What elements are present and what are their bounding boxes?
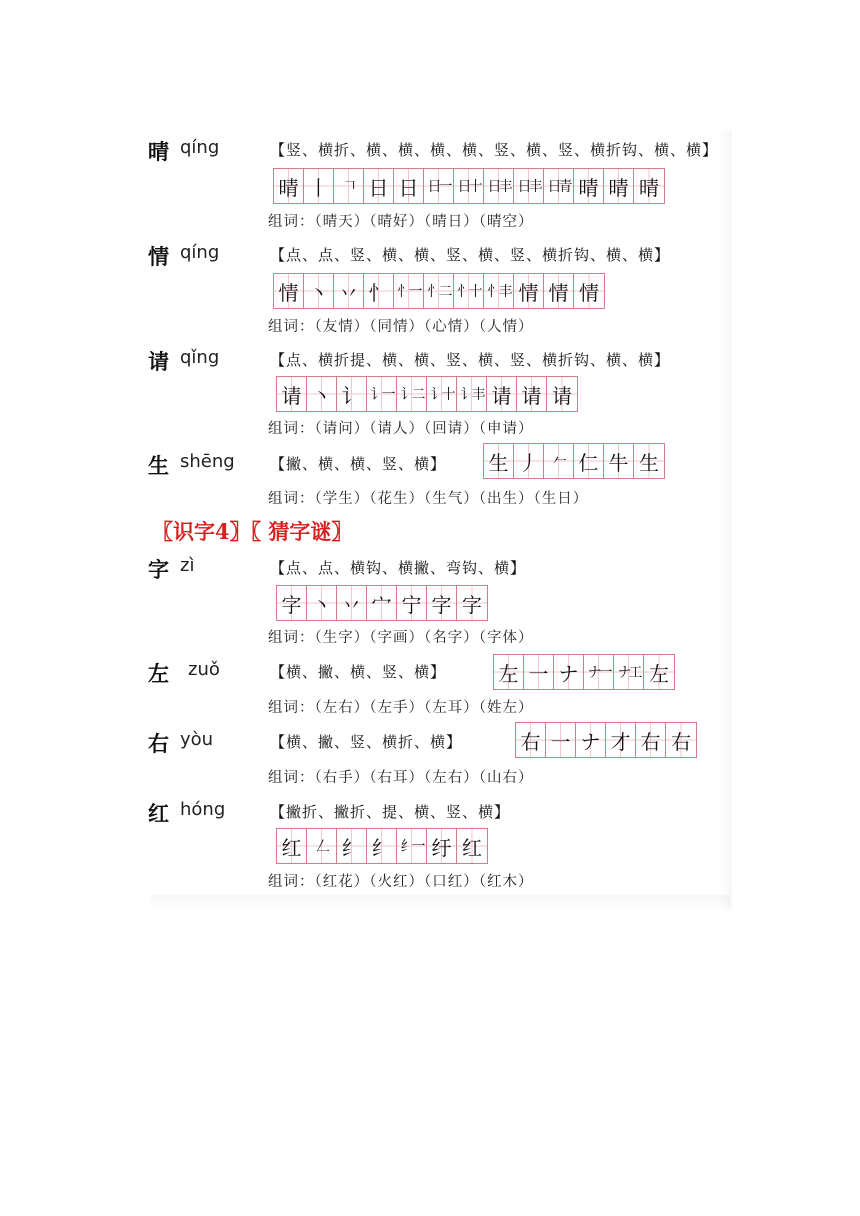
stroke-order-text: 【横、撇、竖、横折、横】	[270, 733, 463, 751]
page-bottom-shadow	[150, 895, 730, 909]
stroke-step-cell	[307, 829, 337, 863]
stroke-step-glyph: 字	[462, 592, 482, 617]
stroke-step-cell	[544, 444, 574, 478]
stroke-step-glyph: ナ工	[617, 665, 640, 681]
stroke-step-glyph: 右	[640, 729, 661, 754]
stroke-step-glyph: 丷	[338, 280, 359, 305]
entry-pinyin: qǐng	[180, 347, 220, 368]
stroke-step-cell	[424, 274, 454, 308]
stroke-step-cell	[544, 169, 574, 203]
stroke-step-glyph: 丨	[308, 175, 329, 200]
entry-character: 生	[148, 453, 169, 478]
entry-character: 右	[148, 731, 169, 756]
stroke-step-cell	[516, 723, 546, 757]
stroke-step-glyph: 丶	[311, 592, 332, 617]
stroke-step-cell	[514, 444, 544, 478]
stroke-step-cell	[484, 169, 514, 203]
entry-character: 请	[148, 349, 169, 374]
entry-character: 情	[148, 244, 169, 269]
stroke-step-glyph: 生	[488, 450, 509, 475]
stroke-step-glyph: 情	[548, 280, 569, 305]
stroke-order-text: 【竖、横折、横、横、横、横、竖、横、竖、横折钩、横、横】	[270, 141, 719, 159]
stroke-step-cell	[494, 655, 524, 689]
stroke-step-glyph: 牛	[608, 450, 629, 475]
section-title: 〖识字4〗〖 猜字谜〗	[152, 519, 353, 544]
stroke-step-glyph: 字	[431, 592, 452, 617]
stroke-step-cell	[487, 377, 517, 411]
stroke-step-glyph: 忄一	[397, 284, 420, 300]
stroke-order-text: 【撇、横、横、竖、横】	[270, 455, 447, 473]
stroke-order-text: 【点、点、横钩、横撇、弯钩、横】	[270, 559, 527, 577]
word-examples: 组词：（生字）（字画）（名字）（字体）	[268, 630, 534, 646]
stroke-step-glyph: 宁	[401, 592, 422, 617]
stroke-step-cell	[274, 274, 304, 308]
word-examples: 组词：（左右）（左手）（左耳）（姓左）	[268, 700, 534, 716]
word-examples: 组词：（学生）（花生）（生气）（出生）（生日）	[268, 491, 589, 507]
stroke-step-glyph: 纟	[371, 835, 392, 860]
stroke-step-cell	[634, 444, 664, 478]
stroke-step-cell	[547, 377, 577, 411]
stroke-step-glyph: 忄十	[457, 284, 480, 300]
stroke-step-cell	[604, 444, 634, 478]
stroke-step-glyph: 𠂉	[553, 454, 564, 470]
stroke-step-glyph: 情	[579, 280, 599, 305]
stroke-step-cell	[454, 169, 484, 203]
stroke-step-cell	[517, 377, 547, 411]
stroke-step-glyph: 忄二	[427, 284, 450, 300]
stroke-step-glyph: 纟	[341, 835, 362, 860]
stroke-step-cell	[514, 274, 544, 308]
stroke-step-cell	[427, 377, 457, 411]
stroke-step-glyph: ナ	[558, 661, 579, 686]
stroke-order-text: 【点、横折提、横、横、竖、横、竖、横折钩、横、横】	[270, 351, 671, 369]
stroke-step-glyph: 日十	[457, 179, 480, 195]
stroke-step-glyph: 日	[368, 175, 389, 200]
stroke-step-cell	[304, 274, 334, 308]
stroke-step-glyph: 晴	[578, 175, 599, 200]
stroke-grid	[493, 654, 675, 690]
stroke-step-glyph: 右	[671, 729, 691, 754]
stroke-step-cell	[397, 586, 427, 620]
stroke-step-glyph: 𠃋	[316, 839, 327, 855]
stroke-step-cell	[457, 586, 487, 620]
stroke-step-cell	[277, 829, 307, 863]
stroke-step-cell	[364, 169, 394, 203]
stroke-step-cell	[394, 274, 424, 308]
page-edge-shadow	[718, 130, 732, 910]
stroke-step-glyph: 红	[462, 835, 482, 860]
stroke-step-cell	[397, 829, 427, 863]
stroke-step-cell	[307, 377, 337, 411]
stroke-step-glyph: 丶	[308, 280, 329, 305]
stroke-order-text: 【横、撇、横、竖、横】	[270, 663, 447, 681]
stroke-step-cell	[307, 586, 337, 620]
word-examples: 组词：（右手）（右耳）（左右）（山右）	[268, 770, 534, 786]
stroke-step-cell	[636, 723, 666, 757]
stroke-step-glyph: 纡	[431, 835, 452, 860]
stroke-step-glyph: 忄	[368, 280, 389, 305]
stroke-step-cell	[484, 274, 514, 308]
word-examples: 组词：（晴天）（晴好）（晴日）（晴空）	[268, 214, 534, 230]
stroke-step-cell	[606, 723, 636, 757]
stroke-step-glyph: 日	[398, 175, 419, 200]
stroke-step-glyph: 纟一	[400, 839, 423, 855]
entry-character: 红	[148, 801, 169, 826]
stroke-grid	[483, 443, 665, 479]
stroke-step-glyph: 请	[552, 383, 572, 408]
stroke-step-cell	[454, 274, 484, 308]
stroke-step-glyph: 讠一	[370, 387, 393, 403]
stroke-step-glyph: 丿	[518, 450, 539, 475]
stroke-step-cell	[614, 655, 644, 689]
stroke-step-cell	[644, 655, 674, 689]
stroke-step-glyph: 左	[649, 661, 669, 686]
stroke-step-glyph: 日丰	[487, 179, 510, 195]
stroke-grid	[276, 828, 488, 864]
stroke-step-cell	[546, 723, 576, 757]
stroke-step-glyph: 丶	[311, 383, 332, 408]
stroke-step-cell	[277, 586, 307, 620]
stroke-step-glyph: 日一	[427, 179, 450, 195]
stroke-step-cell	[584, 655, 614, 689]
stroke-step-glyph: 讠	[341, 383, 362, 408]
stroke-step-glyph: 请	[521, 383, 542, 408]
stroke-step-cell	[574, 444, 604, 478]
stroke-step-cell	[544, 274, 574, 308]
stroke-step-cell	[574, 274, 604, 308]
stroke-step-cell	[457, 377, 487, 411]
stroke-step-glyph: 日青	[547, 179, 570, 195]
stroke-step-cell	[576, 723, 606, 757]
stroke-step-cell	[604, 169, 634, 203]
stroke-step-cell	[394, 169, 424, 203]
stroke-step-cell	[484, 444, 514, 478]
stroke-step-glyph: ナ一	[587, 665, 610, 681]
stroke-step-cell	[367, 829, 397, 863]
entry-character: 字	[148, 557, 169, 582]
entry-pinyin: shēng	[180, 451, 235, 472]
stroke-step-glyph: 日丰	[517, 179, 540, 195]
stroke-grid	[515, 722, 697, 758]
stroke-step-cell	[524, 655, 554, 689]
stroke-step-glyph: 一	[550, 729, 571, 754]
stroke-order-text: 【点、点、竖、横、横、竖、横、竖、横折钩、横、横】	[270, 246, 671, 264]
stroke-step-cell	[277, 377, 307, 411]
stroke-step-glyph: 讠十	[430, 387, 453, 403]
stroke-step-glyph: 仁	[578, 450, 599, 475]
stroke-step-glyph: 请	[281, 383, 302, 408]
stroke-step-cell	[424, 169, 454, 203]
stroke-step-cell	[457, 829, 487, 863]
stroke-step-glyph: 宀	[371, 592, 392, 617]
stroke-step-glyph: 讠二	[400, 387, 423, 403]
stroke-step-glyph: 请	[491, 383, 512, 408]
stroke-step-cell	[666, 723, 696, 757]
stroke-step-cell	[427, 586, 457, 620]
stroke-grid	[276, 585, 488, 621]
stroke-step-cell	[364, 274, 394, 308]
stroke-grid	[276, 376, 578, 412]
entry-pinyin: yòu	[180, 729, 214, 750]
stroke-step-cell	[514, 169, 544, 203]
stroke-step-glyph: 𠃍	[343, 179, 354, 195]
stroke-step-cell	[334, 274, 364, 308]
stroke-order-text: 【撇折、撇折、提、横、竖、横】	[270, 803, 511, 821]
stroke-grid	[273, 273, 605, 309]
entry-pinyin: zuǒ	[188, 659, 220, 680]
stroke-step-glyph: 字	[281, 592, 302, 617]
stroke-step-glyph: 忄丰	[487, 284, 510, 300]
stroke-step-cell	[334, 169, 364, 203]
stroke-grid	[273, 168, 665, 204]
stroke-step-cell	[554, 655, 584, 689]
stroke-step-glyph: 红	[281, 835, 302, 860]
stroke-step-glyph: 右	[520, 729, 541, 754]
stroke-step-cell	[634, 169, 664, 203]
stroke-step-glyph: 晴	[278, 175, 299, 200]
stroke-step-glyph: 才	[610, 729, 631, 754]
entry-pinyin: qíng	[180, 242, 220, 263]
entry-character: 左	[148, 661, 169, 686]
stroke-step-glyph: 生	[639, 450, 659, 475]
stroke-step-glyph: ナ	[580, 729, 601, 754]
word-examples: 组词：（红花）（火红）（口红）（红木）	[268, 874, 534, 890]
stroke-step-cell	[337, 829, 367, 863]
stroke-step-cell	[397, 377, 427, 411]
entry-pinyin: hóng	[180, 799, 226, 820]
stroke-step-glyph: 情	[518, 280, 539, 305]
word-examples: 组词：（友情）（同情）（心情）（人情）	[268, 319, 534, 335]
entry-pinyin: zì	[180, 555, 195, 576]
stroke-step-cell	[274, 169, 304, 203]
stroke-step-cell	[367, 586, 397, 620]
stroke-step-cell	[367, 377, 397, 411]
stroke-step-cell	[337, 586, 367, 620]
stroke-step-cell	[304, 169, 334, 203]
entry-pinyin: qíng	[180, 137, 220, 158]
stroke-step-glyph: 晴	[639, 175, 659, 200]
stroke-step-glyph: 情	[278, 280, 299, 305]
stroke-step-cell	[574, 169, 604, 203]
stroke-step-glyph: 左	[498, 661, 519, 686]
stroke-step-cell	[337, 377, 367, 411]
entry-character: 晴	[148, 139, 169, 164]
stroke-step-glyph: 讠丰	[460, 387, 483, 403]
stroke-step-cell	[427, 829, 457, 863]
stroke-step-glyph: 晴	[608, 175, 629, 200]
stroke-step-glyph: 丷	[341, 592, 362, 617]
stroke-step-glyph: 一	[528, 661, 549, 686]
word-examples: 组词：（请问）（请人）（回请）（申请）	[268, 421, 534, 437]
